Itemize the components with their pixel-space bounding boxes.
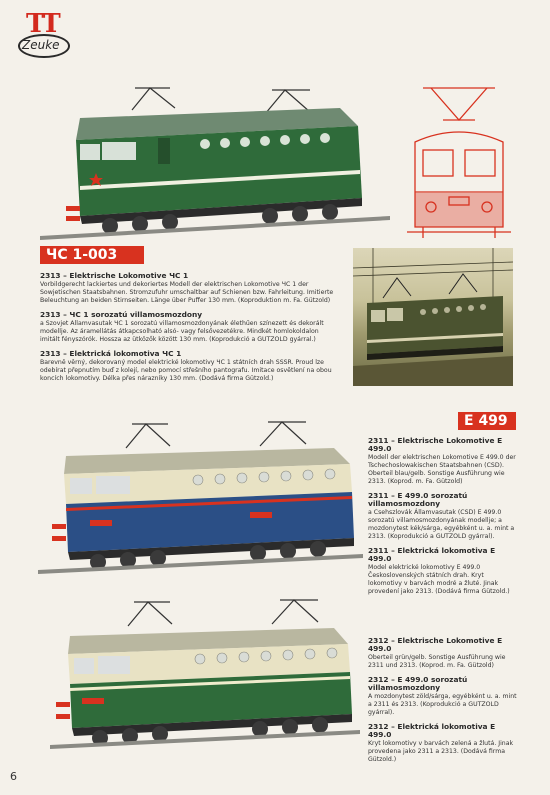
logo-mark: TT [26, 9, 58, 39]
chs1-heading-de: 2313 – Elektrische Lokomotive ЧС 1 [40, 271, 189, 280]
e499-blue-heading-hu: 2311 – E 499.0 sorozatú villamosmozdony [368, 491, 468, 508]
prototype-locomotive-photo [353, 248, 513, 386]
e499-model-badge: E 499 [458, 412, 516, 430]
chs1-front-view-drawing [403, 82, 515, 242]
e499-green-heading-hu: 2312 – E 499.0 sorozatú villamosmozdony [368, 675, 468, 692]
prototype-photo-scene [353, 248, 513, 386]
e499-blue-body-de: Modell der elektrischen Lokomotive E 499.0 der Tschechoslowakischen Staatsbahnen (CSD). Oberteil blau/gelb. Sonstige Ausführung wie 2313. (Koprod. m. Fa. Gützold) [368, 454, 516, 485]
e499-green-body-hu: A mozdonytest zöld/sárga, egyébként u. a. mint a 2311 és 2313. (Koprodukció a GUTZOLD gyárral). [368, 693, 517, 716]
page-number: 6 [10, 770, 17, 783]
e499-green-locomotive-image [50, 592, 360, 752]
logo-brand: Zeuke [22, 38, 60, 52]
e499-green-body-de: Oberteil grün/gelb. Sonstige Ausführung wie 2311 und 2313. (Koprod. m. Fa. Gützold) [368, 654, 506, 669]
chs1-heading-hu: 2313 – ЧС 1 sorozatú villamosmozdony [40, 310, 203, 319]
e499-blue-heading-de: 2311 – Elektrische Lokomotive E 499.0 [368, 436, 503, 453]
chs1-description [40, 272, 340, 383]
chs1-body-de: Vorbildgerecht lackiertes und dekoriertes Modell der elektrischen Lokomotive ЧС 1 der Sowjetischen Staatsbahnen. Stromzufuhr umschaltbar auf Schienen bzw. Fahrleitung. Imitierte Beleuchtung an beiden Stirnseiten. Länge über Puffer 130 mm. (Koproduktion m. Fa. Gützold) [40, 281, 334, 304]
e499-green-body-cs: Kryt lokomotivy v barvách zelená a žlutá. Jinak provedena jako 2311 a 2313. (Dodává firma Gützold.) [368, 740, 514, 763]
e499-blue-description [368, 437, 518, 596]
e499-green-heading-cs: 2312 – Elektrická lokomotiva E 499.0 [368, 722, 496, 739]
e499-blue-heading-cs: 2311 – Elektrická lokomotiva E 499.0 [368, 546, 496, 563]
chs1-model-badge: ЧС 1-003 [40, 246, 144, 264]
e499-blue-locomotive-image [38, 412, 363, 577]
chs1-body-hu: a Szovjet Allamvasutak ЧС 1 sorozatú villamosmozdonyának élethűen színezett és dekorált modellje. Az áramellátás átkapcsolható alsó- vagy felsővezetékre. Mindkét homlokoldalon imitált fényszórók. Hossza az ütközők között 130 mm. (Koprodukció a GUTZOLD gyárral.) [40, 320, 324, 343]
e499-green-description [368, 637, 518, 764]
e499-green-heading-de: 2312 – Elektrische Lokomotive E 499.0 [368, 636, 503, 653]
e499-blue-body-hu: a Csehszlovák Államvasutak (CSD) E 499.0 sorozatú villamosmozdonyának modellje; a mozdonytest kék/sárga, egyébként u. a. mint a 2313. (Koprodukció a GUTZOLD gyárral). [368, 509, 515, 540]
chs1-body-cs: Barevně věrný, dekorovaný model elektrické lokomotivy ЧС 1 státních drah SSSR. Proud lze odebírat přepnutím buď z kolejí, nebo pomocí střešního pantografu. Imitace osvětlení na obou koncích lokomotivy. Délka přes nárazníky 130 mm. (Dodává firma Gützold.) [40, 359, 332, 382]
tt-zeuke-logo [18, 10, 72, 60]
chs1-heading-cs: 2313 – Elektrická lokomotiva ЧС 1 [40, 349, 182, 358]
chs1-locomotive-image [40, 78, 390, 243]
e499-blue-body-cs: Model elektrické lokomotivy E 499.0 Československých státních drah. Kryt lokomotivy v barvách modré a žluté. Jinak provedení jako 2313. (Dodává firma Gützold.) [368, 564, 510, 595]
